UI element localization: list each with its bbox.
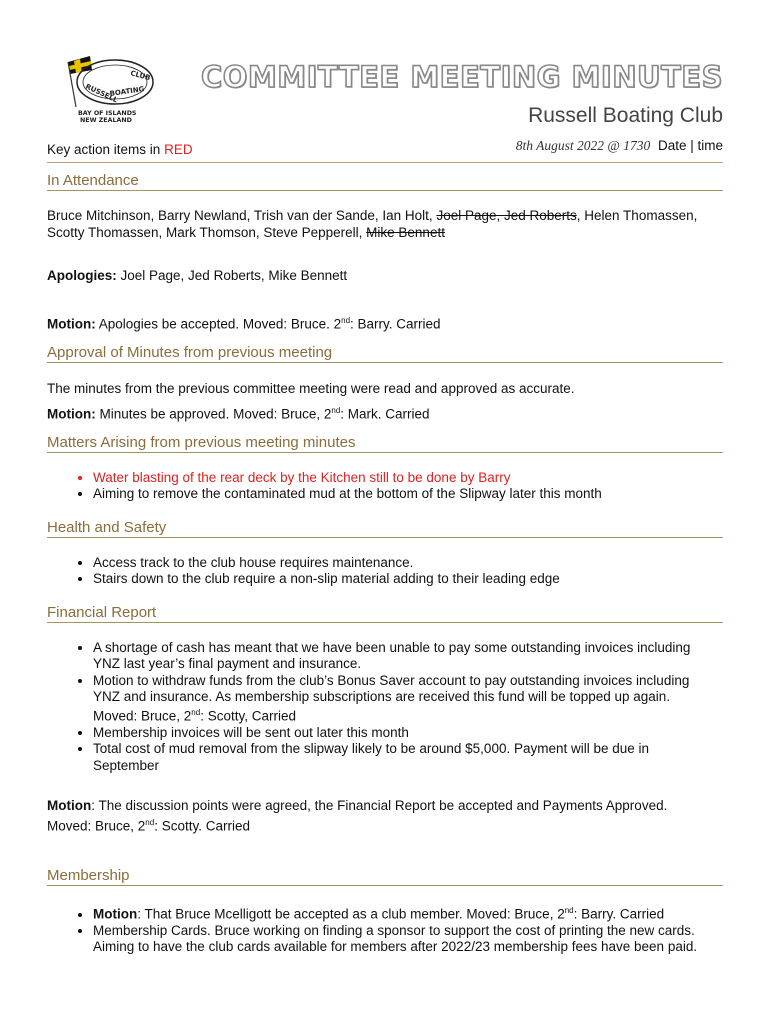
- list-item: • Aiming to remove the contaminated mud at the bottom of the Slipway later this month: [93, 486, 710, 502]
- attendance-names: [47, 207, 710, 241]
- financial-list: [47, 640, 710, 774]
- list-item: • Membership invoices will be sent out later this month: [93, 725, 710, 741]
- motion-text: : Mark. Carried: [340, 406, 430, 422]
- apologies-text: Joel Page, Jed Roberts, Mike Bennett: [116, 268, 348, 283]
- motion-text: : The discussion points were agreed, the Financial Report be accepted and Payments Approved. Moved: Bruce, 2: [47, 798, 668, 834]
- attendance-motion: [47, 312, 710, 333]
- matters-list: [47, 470, 710, 503]
- membership-list: [47, 903, 710, 955]
- motion-text: : Scotty. Carried: [154, 818, 250, 834]
- club-logo: [60, 52, 160, 127]
- motion-label: Motion: [93, 906, 138, 922]
- key-note-prefix: Key action items in: [47, 142, 161, 157]
- svg-text:NEW ZEALAND: NEW ZEALAND: [80, 117, 132, 124]
- list-item: • Membership Cards. Bruce working on finding a sponsor to support the cost of printing the new cards. Aiming to have the club cards available for members after 2022/23 membership fees have been paid.: [93, 923, 710, 956]
- motion-label: Motion:: [47, 406, 96, 422]
- list-item-text: : Barry. Carried: [573, 906, 665, 922]
- ordinal-sup: nd: [331, 406, 341, 415]
- list-item: • Total cost of mud removal from the slipway likely to be around $5,000. Payment will be due in September: [93, 741, 710, 774]
- attendees-text: Bruce Mitchinson, Barry Newland, Trish van der Sande, Ian Holt,: [47, 208, 437, 223]
- motion-label: Motion: [47, 798, 92, 813]
- section-heading-approval: Approval of Minutes from previous meeting: [47, 344, 723, 363]
- ordinal-sup: nd: [145, 818, 155, 827]
- list-item: [93, 673, 710, 725]
- struck-names: Joel Page, Jed Roberts: [436, 208, 577, 223]
- ordinal-sup: nd: [191, 708, 201, 718]
- attendees-text: , Helen Thomassen, Scotty Thomassen, Mark Thomson, Steve Pepperell,: [47, 208, 698, 240]
- svg-text:CLUB: CLUB: [129, 69, 152, 83]
- list-item: • Water blasting of the rear deck by the Kitchen still to be done by Barry: [93, 470, 710, 486]
- svg-text:BAY OF ISLANDS: BAY OF ISLANDS: [78, 110, 137, 117]
- meeting-date: 8th August 2022 @ 1730: [515, 138, 651, 153]
- svg-text:RUSSELL: RUSSELL: [84, 82, 119, 105]
- list-item-text: : That Bruce Mcelligott be accepted as a club member. Moved: Bruce, 2: [137, 906, 565, 922]
- page-title: COMMITTEE MEETING MINUTES: [200, 60, 723, 94]
- key-note-red: RED: [164, 142, 193, 157]
- section-heading-membership: Membership: [47, 867, 723, 886]
- approval-motion: [47, 402, 710, 423]
- motion-label: Motion:: [47, 316, 96, 332]
- apologies: [47, 267, 710, 284]
- motion-text: Apologies be accepted. Moved: Bruce. 2: [95, 316, 342, 332]
- flag-icon: [68, 56, 92, 107]
- motion-text: : Barry. Carried: [350, 316, 441, 332]
- approval-text: The minutes from the previous committee meeting were read and approved as accurate.: [47, 381, 575, 396]
- section-heading-financial: Financial Report: [47, 604, 723, 623]
- header-rule: [47, 162, 723, 163]
- list-item-text: Motion to withdraw funds from the club’s Bonus Saver account to pay outstanding invoices including YNZ and insurance. As membership subscriptions are received this fund will be topped up again. Moved: Bruce, 2: [93, 672, 690, 724]
- struck-names: Mike Bennett: [366, 225, 445, 240]
- section-heading-matters: Matters Arising from previous meeting minutes: [47, 434, 723, 453]
- section-heading-health: Health and Safety: [47, 519, 723, 538]
- list-item: • A shortage of cash has meant that we have been unable to pay some outstanding invoices including YNZ last year’s final payment and insurance.: [93, 640, 710, 673]
- list-item: • Access track to the club house requires maintenance.: [93, 555, 710, 571]
- svg-text:BOATING: BOATING: [109, 85, 145, 98]
- list-item-text: : Scotty, Carried: [200, 708, 296, 724]
- list-item: [93, 903, 710, 923]
- motion-text: Minutes be approved. Moved: Bruce, 2: [95, 406, 332, 422]
- key-note: [47, 142, 193, 157]
- section-heading-attendance: In Attendance: [47, 172, 723, 191]
- date-label: Date | time: [657, 138, 723, 153]
- apologies-label: Apologies:: [47, 268, 117, 283]
- health-list: [47, 555, 710, 588]
- ordinal-sup: nd: [564, 906, 574, 915]
- ordinal-sup: nd: [341, 316, 351, 325]
- list-item: • Stairs down to the club require a non-slip material adding to their leading edge: [93, 571, 710, 587]
- date-time: [516, 138, 723, 154]
- financial-motion: [47, 797, 710, 835]
- club-name: Russell Boating Club: [528, 104, 723, 127]
